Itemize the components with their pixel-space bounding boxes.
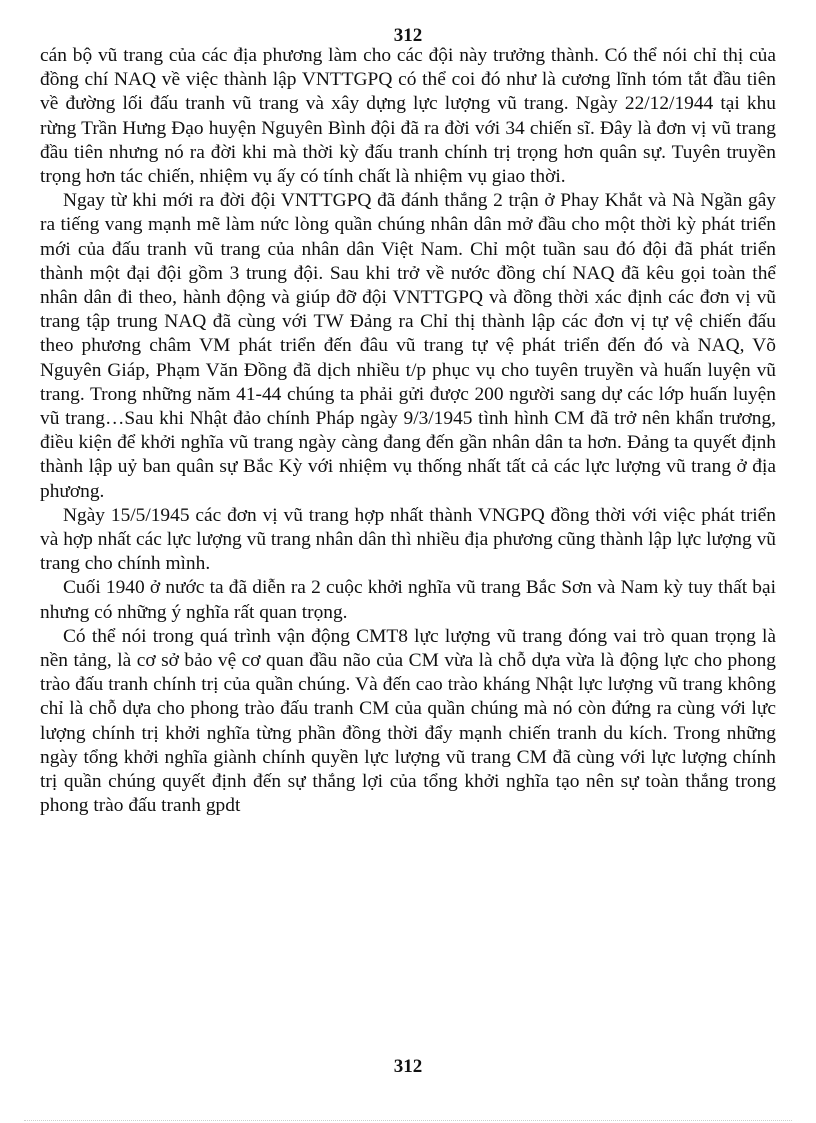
paragraph: Có thể nói trong quá trình vận động CMT8 lực lượng vũ trang đóng vai trò quan trọng là nền tảng, là cơ sở bảo vệ cơ quan đầu não của CM vừa là chỗ dựa vừa là động lực cho phong trào đấu tranh chính trị của quần chúng. Và đến cao trào kháng Nhật lực lượng vũ trang không chỉ là chỗ dựa cho phong trào đấu tranh CM của quần chúng mà nó còn đứng ra cùng với lực lượng chính trị khởi nghĩa từng phần đồng thời đẩy mạnh chiến tranh du kích. Trong những ngày tổng khởi nghĩa giành chính quyền lực lượng vũ trang CM đã cùng với lực lượng chính trị quần chúng quyết định đến sự thắng lợi của tổng khởi nghĩa tạo nên sự toàn thắng trong phong trào đấu tranh gpdt (40, 625, 776, 817)
paragraph: Ngày 15/5/1945 các đơn vị vũ trang hợp nhất thành VNGPQ đồng thời với việc phát triển và hợp nhất các lực lượng vũ trang nhân dân thì nhiều địa phương cũng thành lập lực lượng vũ trang cho chính mình. (40, 504, 776, 575)
paragraph: Cuối 1940 ở nước ta đã diễn ra 2 cuộc khởi nghĩa vũ trang Bắc Sơn và Nam kỳ tuy thất bại nhưng có những ý nghĩa rất quan trọng. (40, 577, 776, 623)
body-text (40, 44, 776, 819)
page-number-header: 312 (393, 25, 423, 46)
page-bottom-divider (24, 1120, 792, 1121)
paragraph-continuation: cán bộ vũ trang của các địa phương làm cho các đội này trưởng thành. Có thể nói chỉ thị của đồng chí NAQ về việc thành lập VNTTGPQ có thể coi đó như là cương lĩnh tóm tắt đầu tiên về đường lối đấu tranh vũ trang và xây dựng lực lượng vũ trang. Ngày 22/12/1944 tại khu rừng Trần Hưng Đạo huyện Nguyên Bình đội đã ra đời với 34 chiến sĩ. Đây là đơn vị vũ trang đầu tiên nhưng nó ra đời khi mà thời kỳ đấu tranh chính trị trọng hơn quân sự. Tuyên truyền trọng hơn tác chiến, nhiệm vụ ấy có tính chất là nhiệm vụ giao thời. (40, 45, 776, 188)
paragraph: Ngay từ khi mới ra đời đội VNTTGPQ đã đánh thắng 2 trận ở Phay Khắt và Nà Ngần gây ra tiếng vang mạnh mẽ làm nức lòng quần chúng nhân dân mở đầu cho một thời kỳ phát triển mới của đấu tranh vũ trang của nhân dân Việt Nam. Chỉ một tuần sau đó đội đã phát triển thành một đại đội gồm 3 trung đội. Sau khi trở về nước đồng chí NAQ đã kêu gọi toàn thể nhân dân đi theo, hành động và giúp đỡ đội VNTTGPQ và đồng thời xác định các đơn vị vũ trang tập trung NAQ đã cùng với TW Đảng ra Chỉ thị thành lập các đơn vị tự vệ chiến đấu theo phương châm VM phát triển đến đâu vũ trang tự vệ phát triển đến đó và NAQ, Võ Nguyên Giáp, Phạm Văn Đồng đã dịch nhiều t/p phục vụ cho tuyên truyền và huấn luyện vũ trang. Trong những năm 41-44 chúng ta phải gửi được 200 người sang dự các lớp huấn luyện vũ trang…Sau khi Nhật đảo chính Pháp ngày 9/3/1945 tình hình CM đã trở nên khẩn trương, điều kiện để khởi nghĩa vũ trang ngày càng đang đến gần nhân dân ta hơn. Đảng ta quyết định thành lập uỷ ban quân sự Bắc Kỳ với nhiệm vụ thống nhất tất cả các lực lượng vũ trang ở địa phương. (40, 190, 776, 502)
page-number-footer: 312 (393, 1056, 423, 1077)
